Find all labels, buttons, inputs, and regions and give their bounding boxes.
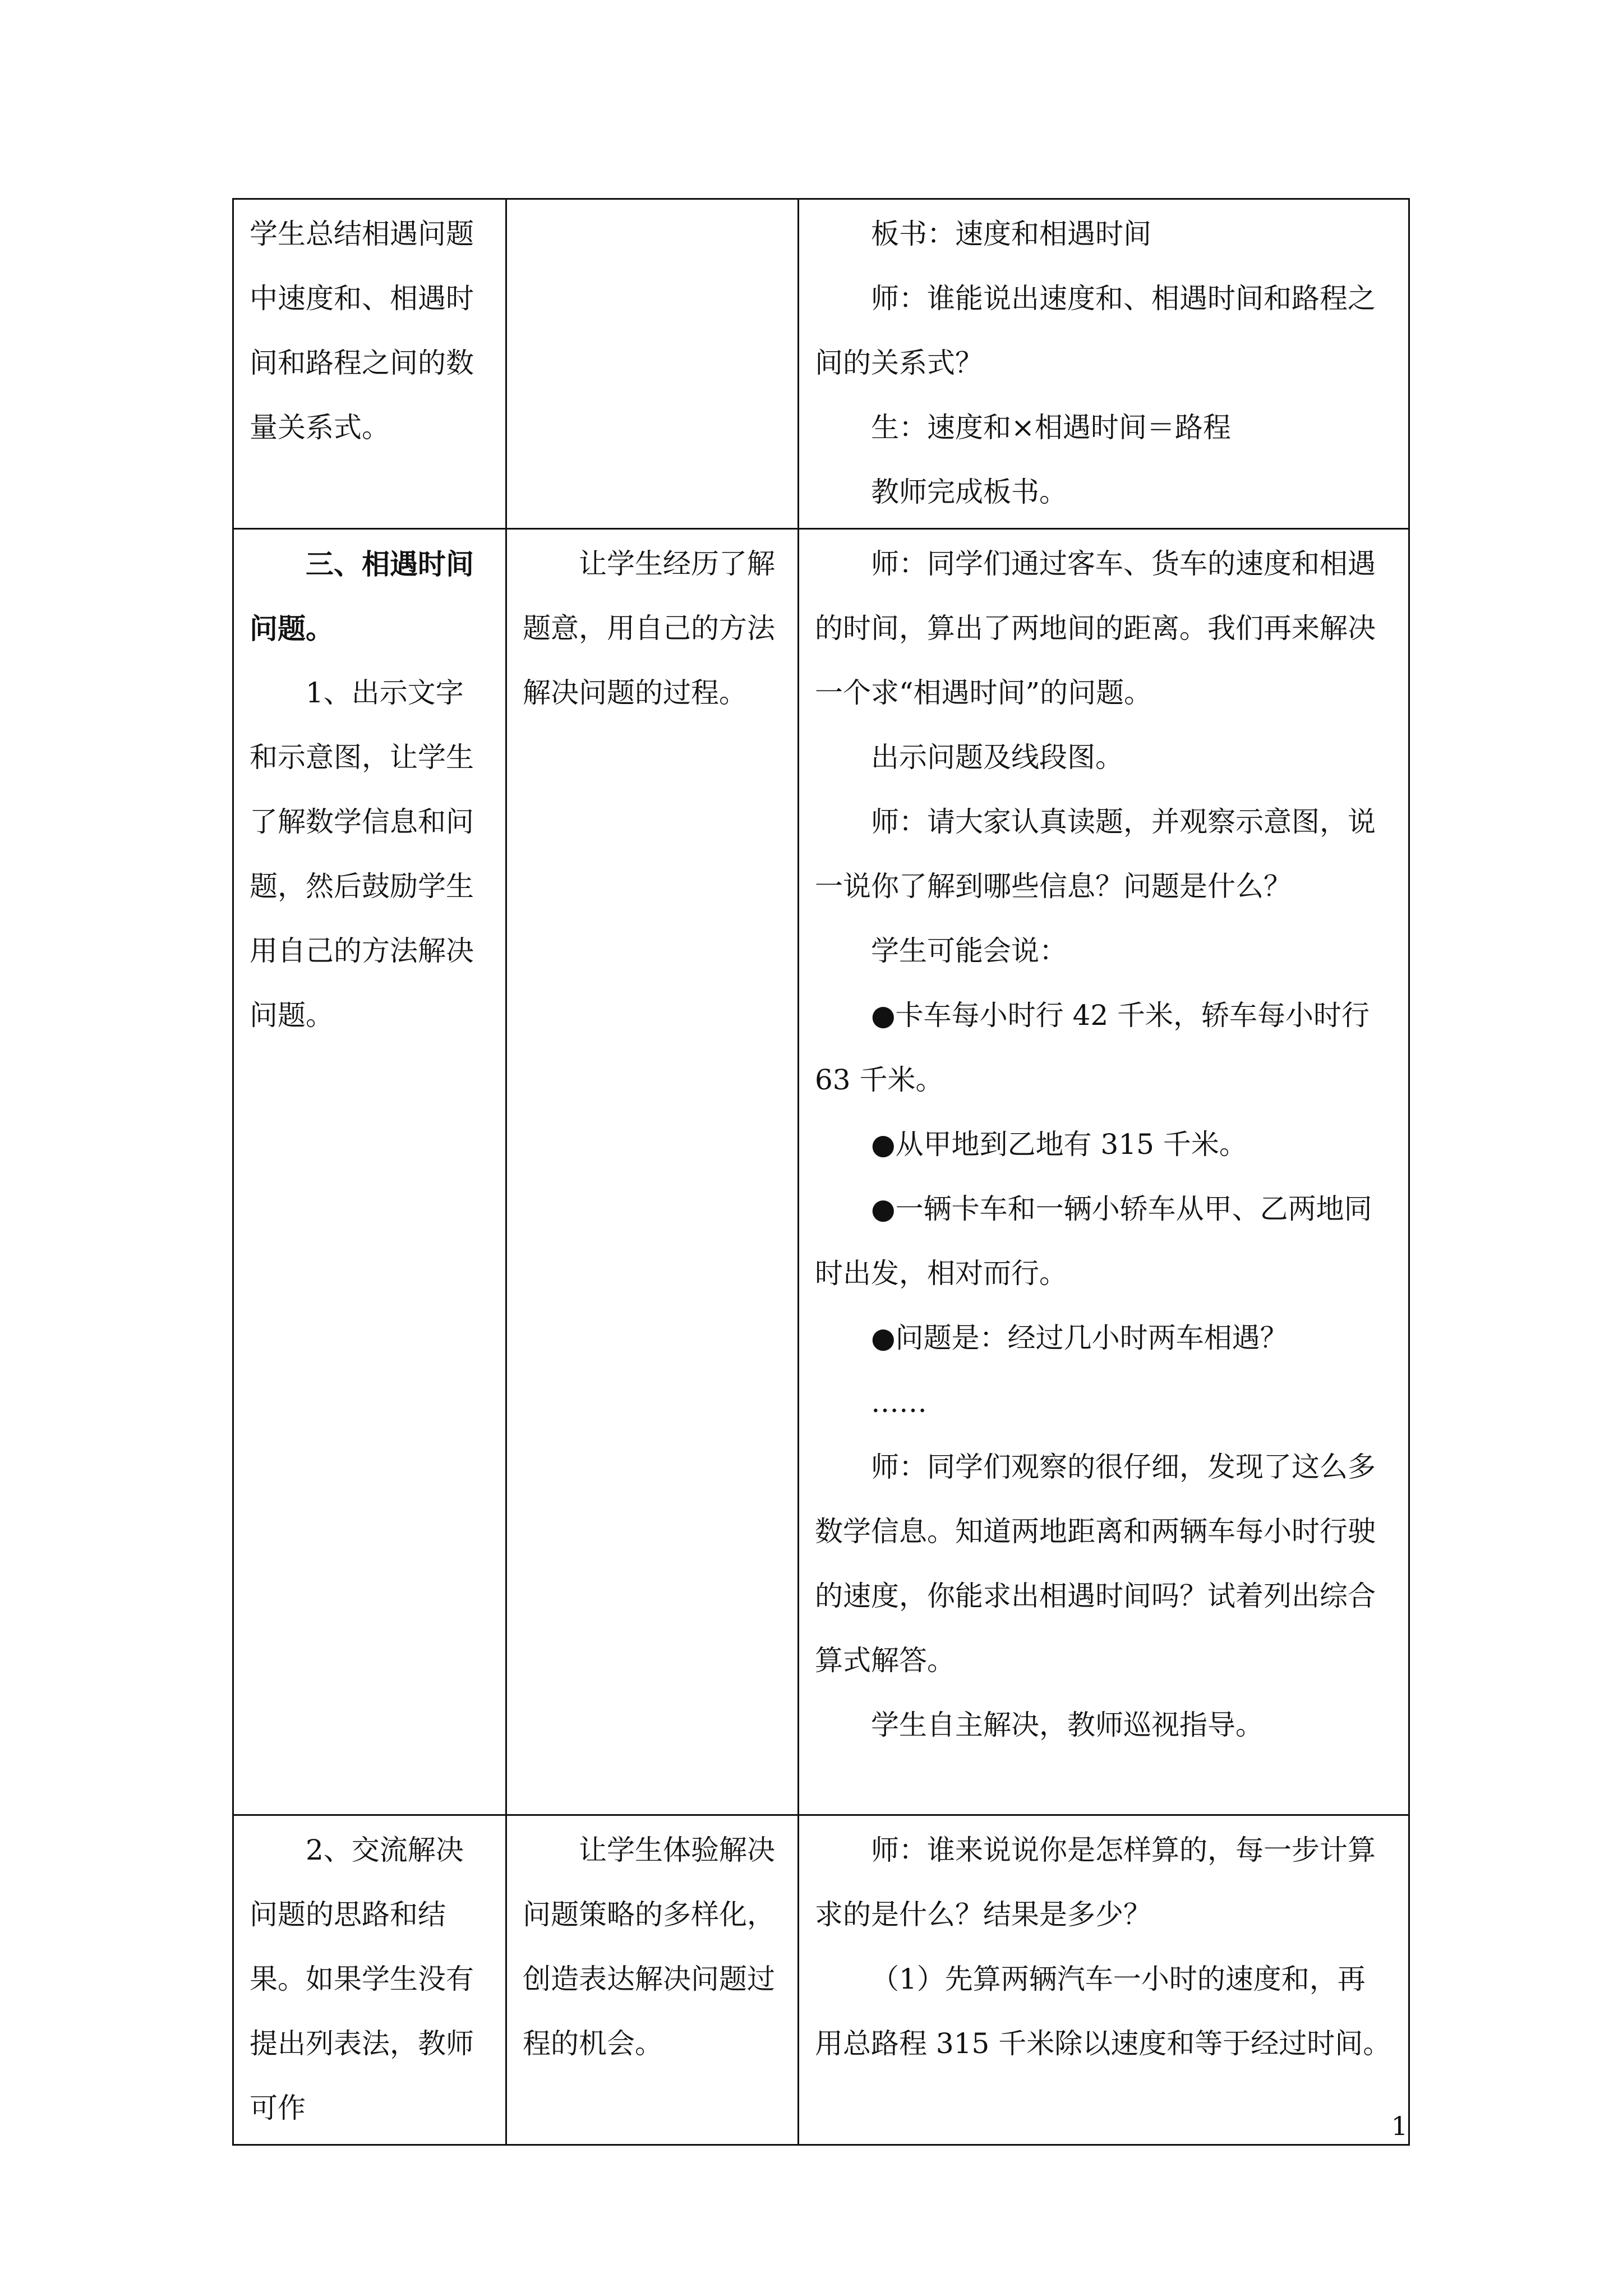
process-cell: [799, 529, 1409, 1815]
cell-paragraph: ●从甲地到乙地有 315 千米。: [871, 1128, 1247, 1161]
cell-paragraph: 2、交流解决问题的思路和结果。如果学生没有提出列表法，教师可作: [250, 1834, 474, 2124]
activity-cell: [233, 1815, 506, 2145]
cell-paragraph: ●卡车每小时行 42 千米，轿车每小时行 63 千米。: [815, 999, 1370, 1096]
section-heading: 三、相遇时间问题。: [250, 547, 474, 645]
lesson-plan-table: [232, 198, 1410, 2146]
intent-cell: [506, 1815, 799, 2145]
cell-paragraph: 师：同学们通过客车、货车的速度和相遇的时间，算出了两地间的距离。我们再来解决一个求“相遇时间”的问题。: [815, 547, 1376, 709]
cell-paragraph: 师：请大家认真读题，并观察示意图，说一说你了解到哪些信息？问题是什么？: [815, 806, 1376, 903]
intent-cell: [506, 199, 799, 529]
cell-paragraph: 教师完成板书。: [871, 476, 1067, 508]
cell-paragraph: 让学生经历了解题意，用自己的方法解决问题的过程。: [523, 547, 775, 709]
cell-paragraph: ……: [871, 1386, 927, 1419]
cell-paragraph: ●一辆卡车和一辆小轿车从甲、乙两地同时出发，相对而行。: [815, 1193, 1372, 1290]
cell-paragraph: 生：速度和×相遇时间＝路程: [871, 411, 1231, 444]
table-row: [233, 529, 1409, 1815]
table-row: [233, 199, 1409, 529]
cell-paragraph: （1）先算两辆汽车一小时的速度和，再用总路程 315 千米除以速度和等于经过时间。: [815, 1963, 1391, 2060]
cell-paragraph: 学生可能会说：: [871, 935, 1067, 967]
page-number: 1: [1391, 2111, 1408, 2141]
cell-paragraph: 1、出示文字和示意图，让学生了解数学信息和问题，然后鼓励学生用自己的方法解决问题。: [250, 677, 474, 1032]
activity-cell: [233, 199, 506, 529]
cell-paragraph: 师：谁能说出速度和、相遇时间和路程之间的关系式？: [815, 282, 1376, 379]
cell-paragraph: 师：谁来说说你是怎样算的，每一步计算求的是什么？结果是多少？: [815, 1834, 1376, 1931]
process-cell: [799, 1815, 1409, 2145]
table-row: [233, 1815, 1409, 2145]
cell-paragraph: 学生总结相遇问题中速度和、相遇时间和路程之间的数量关系式。: [250, 218, 474, 444]
cell-paragraph: 出示问题及线段图。: [871, 741, 1123, 774]
process-cell: [799, 199, 1409, 529]
intent-cell: [506, 529, 799, 1815]
cell-paragraph: 师：同学们观察的很仔细，发现了这么多数学信息。知道两地距离和两辆车每小时行驶的速度，你能求出相遇时间吗？试着列出综合算式解答。: [815, 1451, 1376, 1677]
cell-paragraph: 让学生体验解决问题策略的多样化，创造表达解决问题过程的机会。: [523, 1834, 775, 2060]
cell-paragraph: 学生自主解决，教师巡视指导。: [871, 1709, 1264, 1741]
cell-paragraph: ●问题是：经过几小时两车相遇？: [871, 1322, 1288, 1354]
activity-cell: [233, 529, 506, 1815]
cell-paragraph: 板书：速度和相遇时间: [871, 218, 1151, 250]
